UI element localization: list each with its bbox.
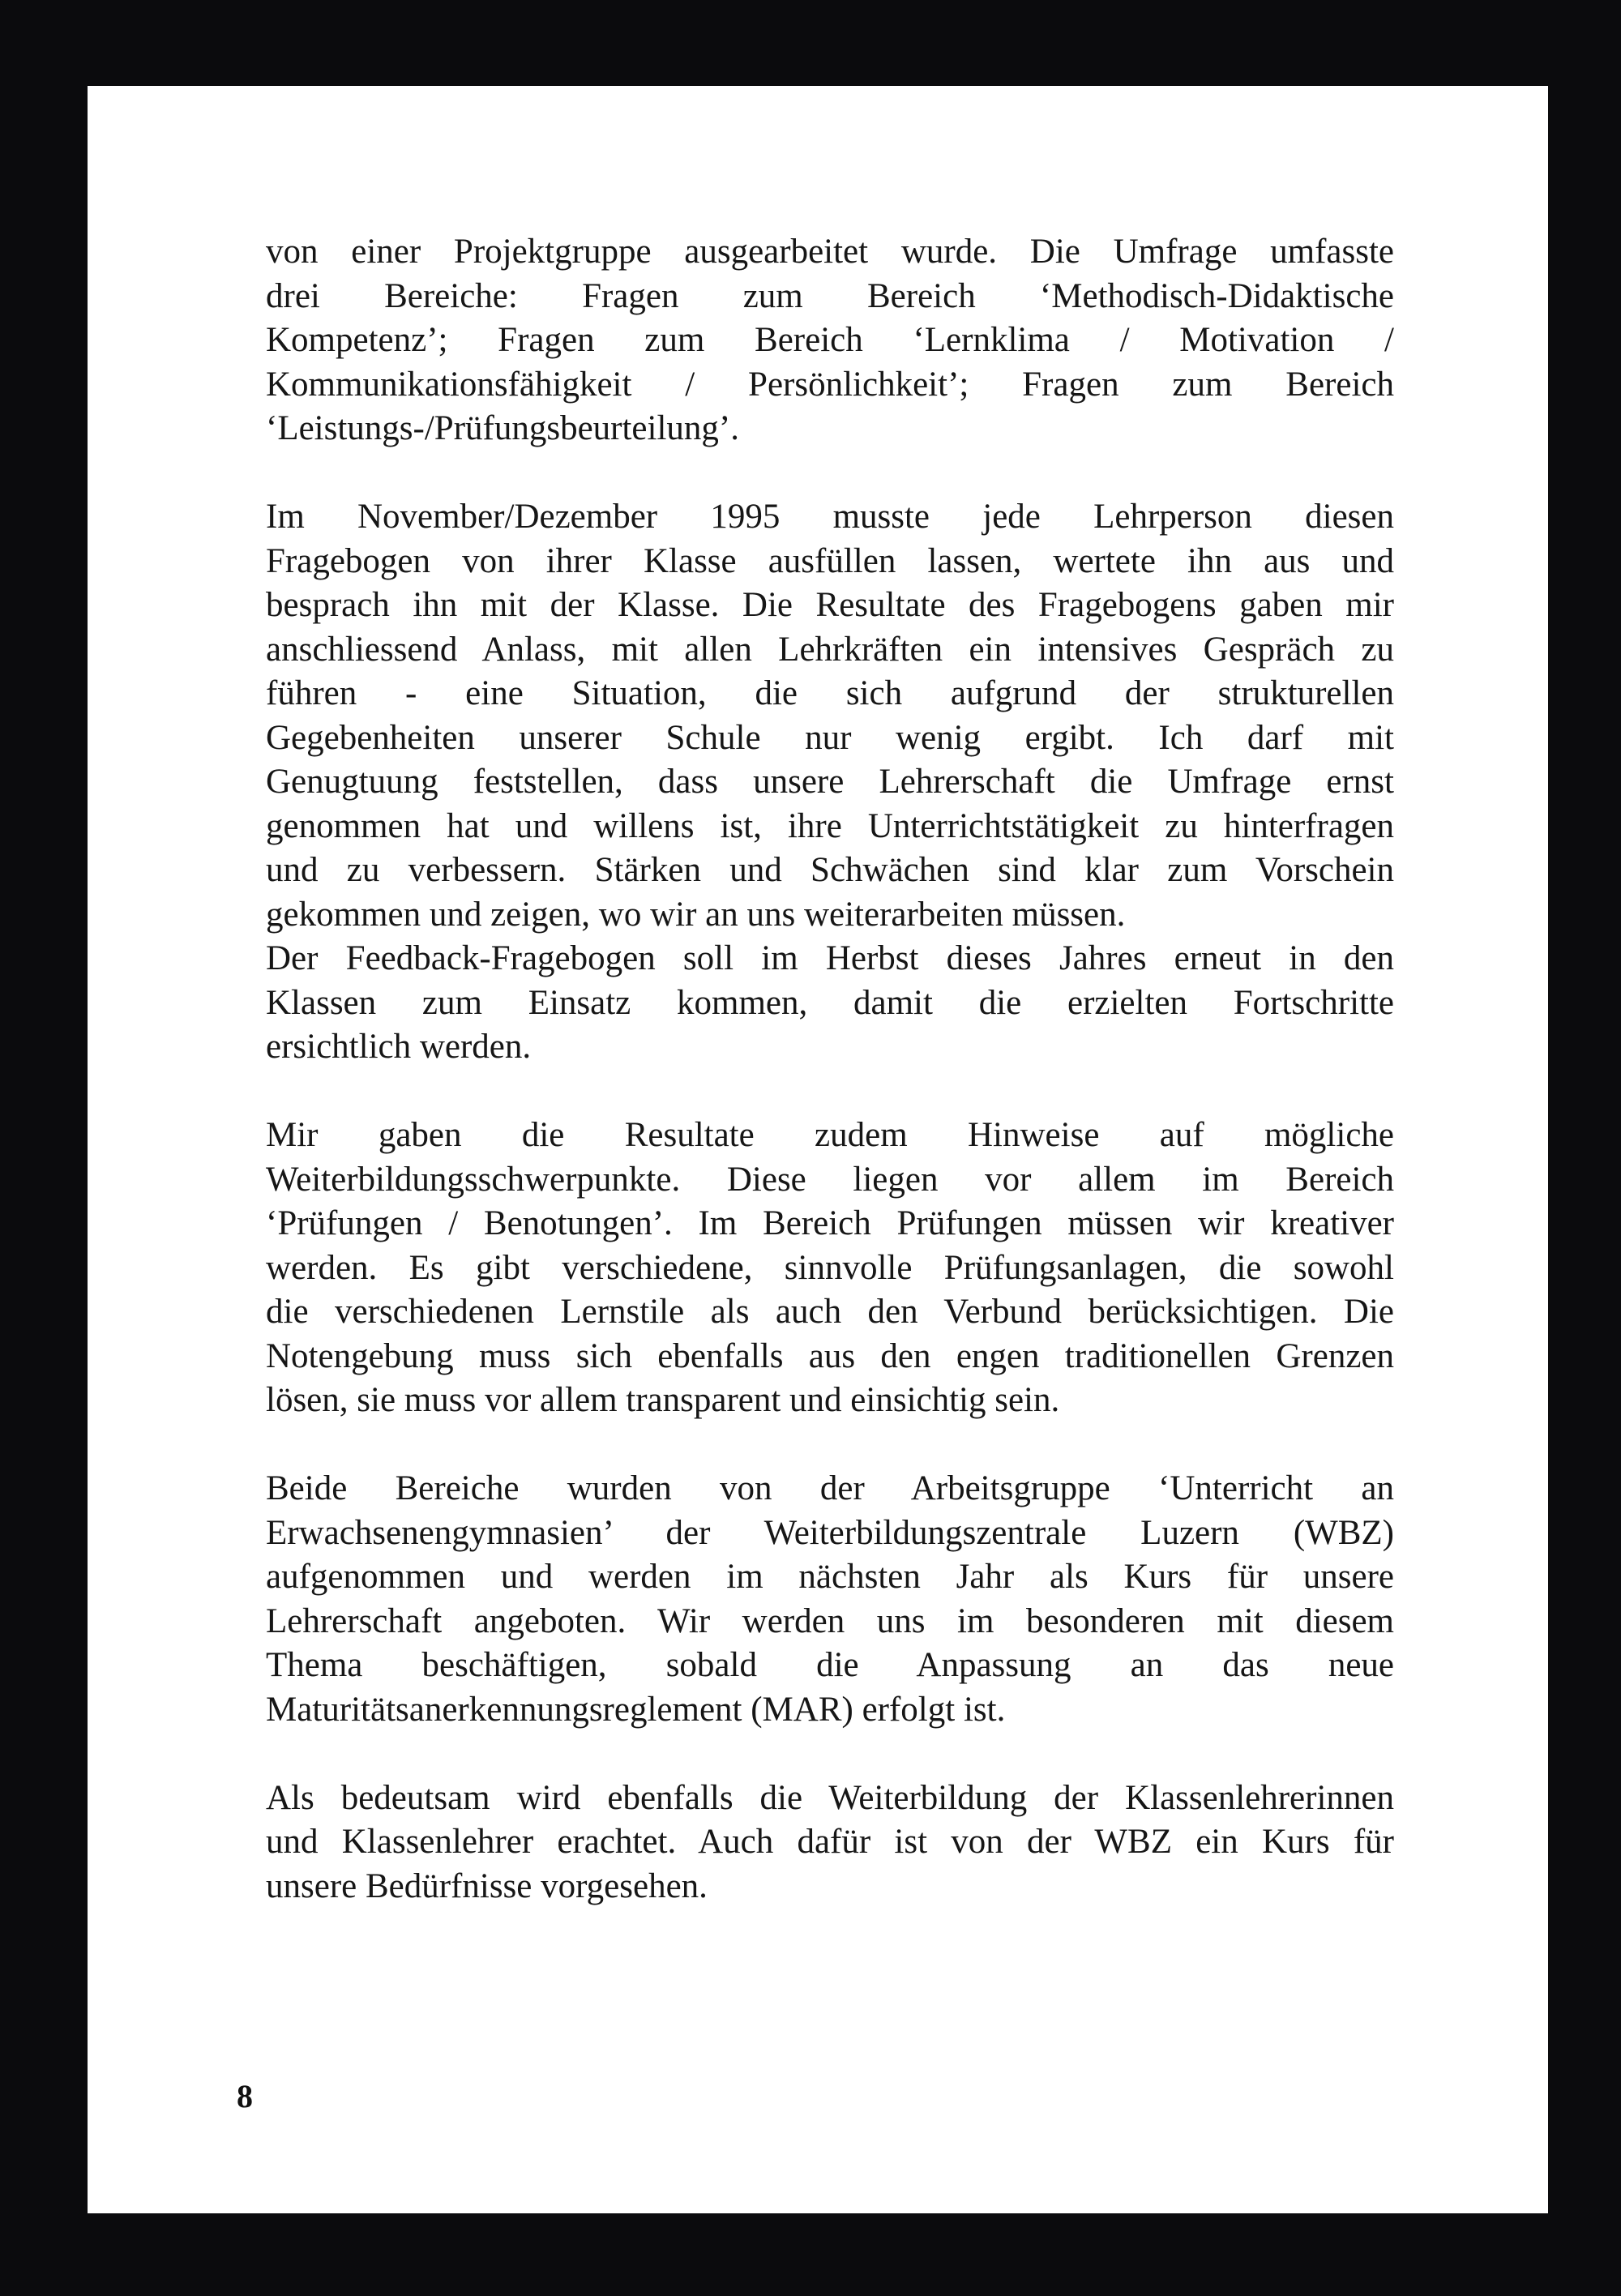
text-line: Gegebenheiten unserer Schule nur wenig ergibt. Ich darf mit [266,718,1394,757]
text-line: Lehrerschaft angeboten. Wir werden uns im besonderen mit diesem [266,1601,1394,1640]
text-line: von einer Projektgruppe ausgearbeitet wurde. Die Umfrage umfasste [266,233,1394,271]
text-line: Kompetenz’; Fragen zum Bereich ‘Lernklima / Motivation / [266,321,1394,359]
paragraph-survey-areas [266,230,1394,451]
text-line: ‘Leistungs-/Prüfungsbeurteilung’. [266,409,739,447]
text-line: Der Feedback-Fragebogen soll im Herbst dieses Jahres erneut in den [266,939,1394,977]
text-line: Erwachsenengymnasien’ der Weiterbildungszentrale Luzern (WBZ) [266,1513,1394,1552]
text-line: Kommunikationsfähigkeit / Persönlichkeit’; Fragen zum Bereich [266,365,1394,404]
page-number: 8 [237,2078,253,2114]
text-line: ersichtlich werden. [266,1028,532,1066]
text-line: Maturitätsanerkennungsreglement (MAR) erfolgt ist. [266,1690,1006,1729]
text-line: führen - eine Situation, die sich aufgrund der strukturellen [266,674,1394,712]
paragraph-class-teachers [266,1777,1394,1909]
document-page [88,86,1548,2213]
paragraph-training-focus [266,1114,1394,1423]
text-line: Thema beschäftigen, sobald die Anpassung an das neue [266,1646,1394,1684]
text-line: genommen hat und willens ist, ihre Unterrichtstätigkeit zu hinterfragen [266,806,1394,845]
text-line: werden. Es gibt verschiedene, sinnvolle Prüfungsanlagen, die sowohl [266,1248,1394,1287]
text-line: Weiterbildungsschwerpunkte. Diese liegen vor allem im Bereich [266,1160,1394,1199]
text-line: Genugtuung feststellen, dass unsere Lehrerschaft die Umfrage ernst [266,763,1394,801]
body-text [266,230,1394,1953]
paragraph-survey-results [266,495,1394,937]
text-line: Als bedeutsam wird ebenfalls die Weiterbildung der Klassenlehrerinnen [266,1778,1394,1817]
paragraph-wbz-course [266,1467,1394,1732]
text-line: aufgenommen und werden im nächsten Jahr als Kurs für unsere [266,1558,1394,1596]
text-line: unsere Bedürfnisse vorgesehen. [266,1866,708,1905]
text-line: Mir gaben die Resultate zudem Hinweise auf mögliche [266,1116,1394,1154]
text-line: und zu verbessern. Stärken und Schwächen sind klar zum Vorschein [266,851,1394,889]
text-line: lösen, sie muss vor allem transparent und einsichtig sein. [266,1381,1060,1419]
text-line: Klassen zum Einsatz kommen, damit die erzielten Fortschritte [266,983,1394,1022]
text-line: ‘Prüfungen / Benotungen’. Im Bereich Prüfungen müssen wir kreativer [266,1204,1394,1242]
text-line: Fragebogen von ihrer Klasse ausfüllen lassen, wertete ihn aus und [266,541,1394,580]
text-line: die verschiedenen Lernstile als auch den Verbund berücksichtigen. Die [266,1293,1394,1331]
paragraph-feedback-questionnaire [266,937,1394,1070]
text-line: gekommen und zeigen, wo wir an uns weiterarbeiten müssen. [266,895,1126,934]
text-line: Beide Bereiche wurden von der Arbeitsgruppe ‘Unterricht an [266,1469,1394,1507]
text-line: Im November/Dezember 1995 musste jede Lehrperson diesen [266,498,1394,536]
text-line: anschliessend Anlass, mit allen Lehrkräften ein intensives Gespräch zu [266,630,1394,669]
text-line: besprach ihn mit der Klasse. Die Resultate des Fragebogens gaben mir [266,586,1394,624]
text-line: drei Bereiche: Fragen zum Bereich ‘Methodisch-Didaktische [266,276,1394,315]
text-line: Notengebung muss sich ebenfalls aus den engen traditionellen Grenzen [266,1336,1394,1375]
text-line: und Klassenlehrer erachtet. Auch dafür ist von der WBZ ein Kurs für [266,1823,1394,1861]
